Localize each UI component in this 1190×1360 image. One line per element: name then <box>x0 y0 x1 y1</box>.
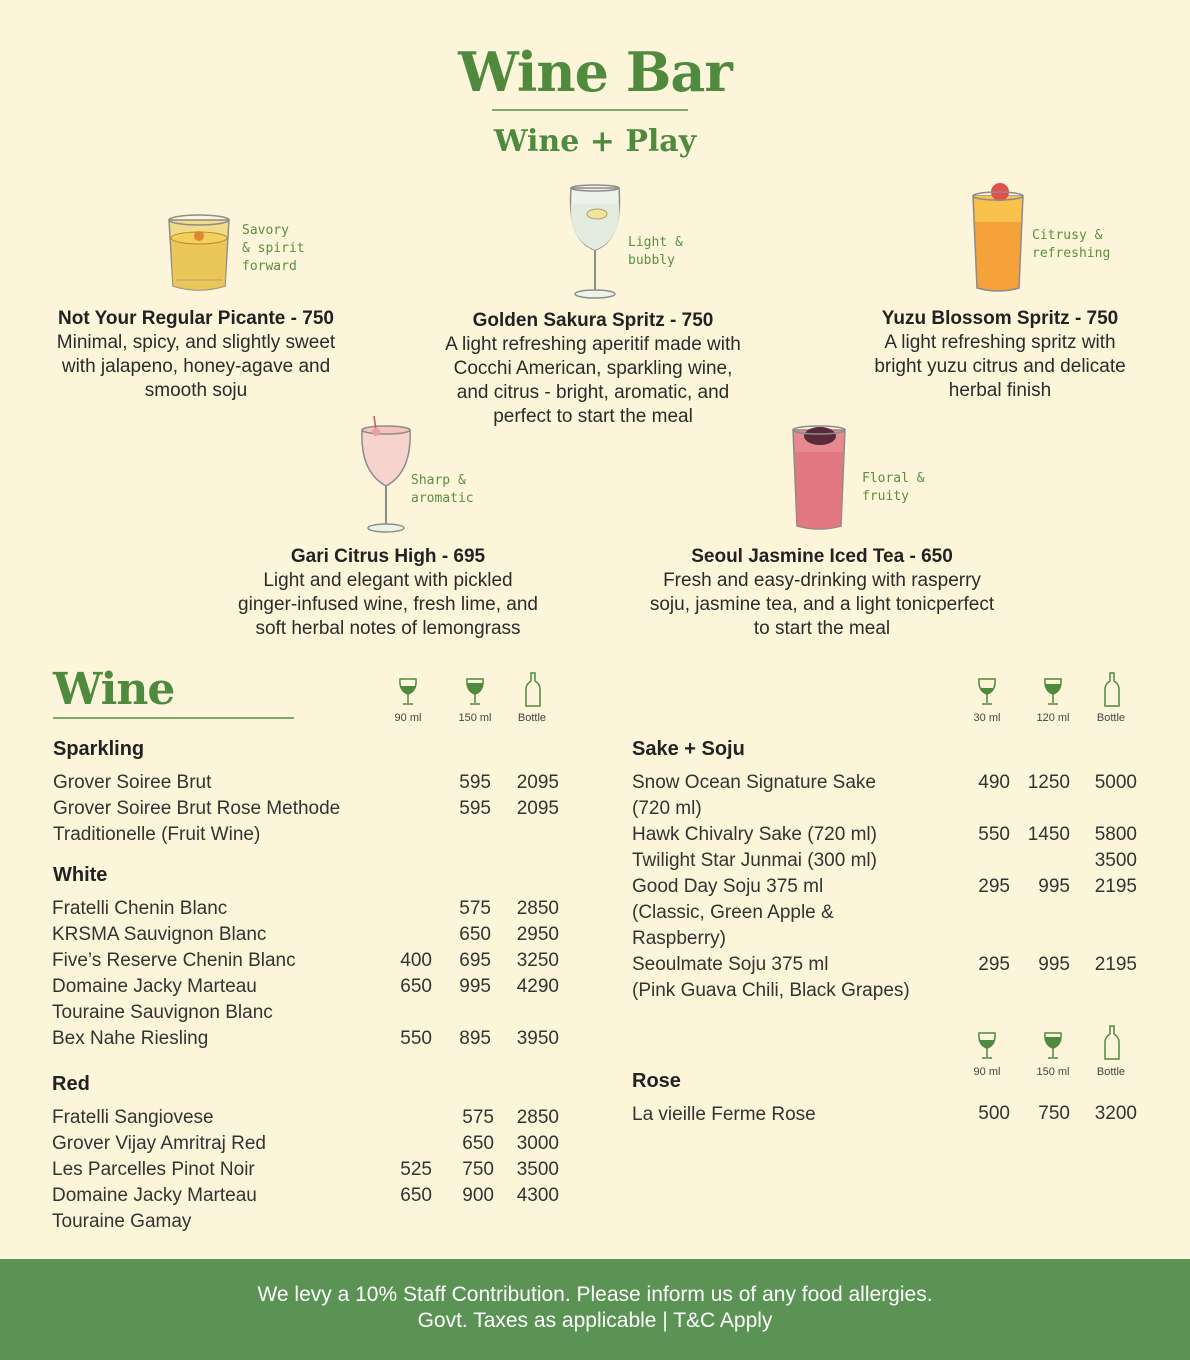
cocktail-card <box>842 307 1158 403</box>
column-header-bottle: Bottle <box>1096 1066 1126 1078</box>
column-header-bottle: Bottle <box>517 712 547 724</box>
tasting-note: Light & bubbly <box>628 235 683 268</box>
category-title-sake-soju: Sake + Soju <box>632 738 745 760</box>
cocktail-description-line: perfect to start the meal <box>493 406 693 427</box>
cocktail-description-line: A light refreshing spritz with <box>884 332 1116 353</box>
cocktail-card <box>20 307 372 403</box>
cocktail-description-line: soft herbal notes of lemongrass <box>255 618 521 639</box>
wine-glass-90ml-icon <box>398 677 418 707</box>
cocktail-description-line: bright yuzu citrus and delicate <box>874 356 1126 377</box>
category-title-white: White <box>53 864 108 886</box>
cocktail-description-line: and citrus - bright, aromatic, and <box>456 382 730 403</box>
rocks-glass-icon <box>166 214 232 294</box>
menu-row: Fratelli Sangiovese 575 2850 <box>52 1107 559 1128</box>
wine-glass-90ml-icon <box>977 1031 997 1061</box>
bottle-icon <box>524 672 542 708</box>
tasting-note: Savory & spirit forward <box>242 223 305 274</box>
cocktail-name: Not Your Regular Picante - 750 <box>58 308 334 329</box>
menu-row: Les Parcelles Pinot Noir 525 750 3500 <box>52 1159 559 1180</box>
column-header-bottle: Bottle <box>1096 712 1126 724</box>
cocktail-card <box>200 545 576 641</box>
cocktail-description-line: Light and elegant with pickled <box>263 570 513 591</box>
wine-glass-150ml-icon <box>465 677 485 707</box>
cocktail-description-line: to start the meal <box>753 618 891 639</box>
category-title-rose: Rose <box>632 1070 681 1092</box>
menu-row: Grover Soiree Brut 595 2095 <box>53 772 559 793</box>
bottle-icon <box>1103 1025 1121 1061</box>
menu-row: Twilight Star Junmai (300 ml) 3500 <box>632 850 1137 871</box>
cocktail-description-line: Minimal, spicy, and slightly sweet <box>56 332 336 353</box>
cocktail-description-line: ginger-infused wine, fresh lime, and <box>238 594 538 615</box>
menu-row: Fratelli Chenin Blanc 575 2850 <box>52 898 559 919</box>
menu-row: Bex Nahe Riesling 550 895 3950 <box>52 1028 559 1049</box>
menu-row: Hawk Chivalry Sake (720 ml) 550 1450 5800 <box>632 824 1137 845</box>
footer-notice: We levy a 10% Staff Contribution. Please inform us of any food allergies. <box>257 1283 933 1306</box>
cocktail-name: Seoul Jasmine Iced Tea - 650 <box>691 546 953 567</box>
menu-row: Grover Vijay Amritraj Red 650 3000 <box>52 1133 559 1154</box>
cocktail-description-line: soju, jasmine tea, and a light tonicperfect <box>649 594 995 615</box>
cocktail-name: Yuzu Blossom Spritz - 750 <box>881 308 1119 329</box>
cocktail-name: Golden Sakura Spritz - 750 <box>472 310 714 331</box>
wine-glass-150ml-icon <box>1043 1031 1063 1061</box>
category-title-red: Red <box>52 1073 90 1095</box>
menu-row: Good Day Soju 375 ml (Classic, Green Apple & Raspberry) 295 995 2195 <box>632 876 1137 949</box>
tasting-note: Sharp & aromatic <box>411 473 474 506</box>
goblet-glass-icon <box>358 414 414 536</box>
tasting-note: Floral & fruity <box>862 471 925 504</box>
page-title: Wine Bar <box>458 40 732 104</box>
wine-glass-30ml-icon <box>977 677 997 707</box>
menu-row: La vieille Ferme Rose 500 750 3200 <box>632 1103 1137 1125</box>
footer-banner <box>0 1259 1190 1360</box>
column-header-90ml: 90 ml <box>394 712 422 724</box>
column-header-150ml: 150 ml <box>458 712 492 724</box>
menu-row: Domaine Jacky Marteau Touraine Gamay 650 900 4300 <box>52 1185 559 1232</box>
column-header-90ml: 90 ml <box>973 1066 1001 1078</box>
cocktail-card <box>410 309 776 429</box>
wine-glass-icon <box>567 184 623 300</box>
tasting-note: Citrusy & refreshing <box>1032 228 1111 261</box>
column-header-30ml: 30 ml <box>973 712 1001 724</box>
wine-section-title: Wine <box>53 664 175 715</box>
highball-glass-icon <box>970 182 1026 294</box>
title-divider <box>492 109 688 111</box>
menu-row: Domaine Jacky Marteau Touraine Sauvignon Blanc 650 995 4290 <box>52 976 559 1023</box>
cocktail-name: Gari Citrus High - 695 <box>290 546 486 567</box>
cocktail-description-line: Fresh and easy-drinking with rasperry <box>663 570 981 591</box>
cocktail-description-line: A light refreshing aperitif made with <box>445 334 741 355</box>
wine-glass-120ml-icon <box>1043 677 1063 707</box>
menu-row: Snow Ocean Signature Sake (720 ml) 490 1250 5000 <box>632 772 1137 819</box>
menu-row: KRSMA Sauvignon Blanc 650 2950 <box>52 924 559 945</box>
cocktail-description-line: smooth soju <box>144 380 248 401</box>
page-subtitle: Wine + Play <box>493 124 697 159</box>
cocktail-description-line: Cocchi American, sparkling wine, <box>453 358 733 379</box>
cocktail-card <box>622 545 1022 641</box>
column-header-150ml: 150 ml <box>1036 1066 1070 1078</box>
wine-divider <box>53 717 294 719</box>
tall-glass-icon <box>790 422 848 534</box>
menu-row: Grover Soiree Brut Rose Methode Traditionelle (Fruit Wine) 595 2095 <box>53 798 559 845</box>
column-header-120ml: 120 ml <box>1036 712 1070 724</box>
cocktail-description-line: with jalapeno, honey-agave and <box>61 356 331 377</box>
menu-row: Five’s Reserve Chenin Blanc 400 695 3250 <box>52 950 559 971</box>
footer-terms: Govt. Taxes as applicable | T&C Apply <box>417 1309 773 1332</box>
category-title-sparkling: Sparkling <box>53 738 145 760</box>
menu-row: Seoulmate Soju 375 ml (Pink Guava Chili, Black Grapes) 295 995 2195 <box>632 954 1137 1001</box>
bottle-icon <box>1103 672 1121 708</box>
cocktail-description-line: herbal finish <box>948 380 1052 401</box>
